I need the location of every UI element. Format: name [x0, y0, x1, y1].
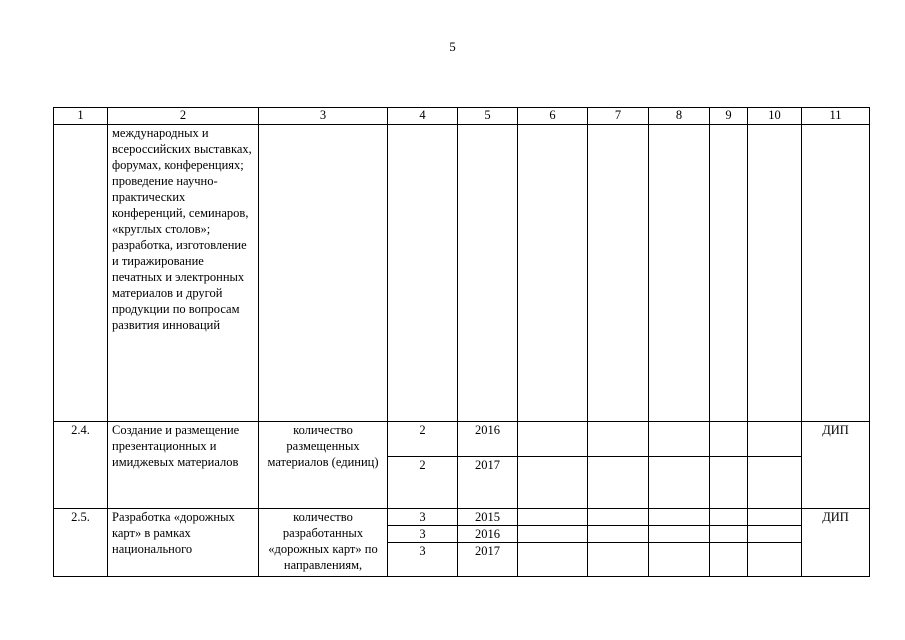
row-value: 2	[388, 457, 458, 509]
empty-cell	[710, 457, 748, 509]
empty-cell	[649, 526, 710, 543]
header-col-8: 8	[649, 108, 710, 125]
table-row-2-5	[54, 509, 870, 526]
row-year: 2017	[458, 543, 518, 577]
header-col-10: 10	[748, 108, 802, 125]
continued-executor-cell	[802, 125, 870, 422]
empty-cell	[748, 125, 802, 422]
page-number: 5	[449, 39, 456, 54]
empty-cell	[588, 125, 649, 422]
table-row-continued	[54, 125, 870, 422]
empty-cell	[518, 457, 588, 509]
empty-cell	[518, 526, 588, 543]
empty-cell	[649, 457, 710, 509]
empty-cell	[518, 422, 588, 457]
row-year: 2016	[458, 526, 518, 543]
empty-cell	[710, 509, 748, 526]
header-col-4: 4	[388, 108, 458, 125]
row-year: 2016	[458, 422, 518, 457]
empty-cell	[649, 543, 710, 577]
empty-cell	[748, 543, 802, 577]
empty-cell	[518, 509, 588, 526]
row-value: 3	[388, 509, 458, 526]
empty-cell	[588, 526, 649, 543]
empty-cell	[518, 125, 588, 422]
empty-cell	[748, 457, 802, 509]
row-value: 3	[388, 526, 458, 543]
header-col-6: 6	[518, 108, 588, 125]
header-col-1: 1	[54, 108, 108, 125]
row-indicator: количество размещенных материалов (единиц)	[259, 422, 388, 509]
table-row-2-4	[54, 422, 870, 457]
empty-cell	[710, 125, 748, 422]
header-col-2: 2	[108, 108, 259, 125]
empty-cell	[588, 509, 649, 526]
row-value: 3	[388, 543, 458, 577]
row-value: 2	[388, 422, 458, 457]
continued-number-cell	[54, 125, 108, 422]
program-table	[53, 107, 870, 577]
empty-cell	[518, 543, 588, 577]
row-year: 2015	[458, 509, 518, 526]
empty-cell	[748, 526, 802, 543]
header-row	[54, 108, 870, 125]
row-number: 2.5.	[54, 509, 108, 577]
row-executor: ДИП	[802, 422, 870, 509]
continued-value-cell	[388, 125, 458, 422]
empty-cell	[588, 543, 649, 577]
empty-cell	[649, 422, 710, 457]
header-col-9: 9	[710, 108, 748, 125]
continued-indicator-cell	[259, 125, 388, 422]
empty-cell	[710, 526, 748, 543]
empty-cell	[649, 125, 710, 422]
empty-cell	[588, 422, 649, 457]
empty-cell	[710, 543, 748, 577]
header-col-5: 5	[458, 108, 518, 125]
row-year: 2017	[458, 457, 518, 509]
row-name: Разработка «дорожных карт» в рамках национального	[108, 509, 259, 577]
header-col-7: 7	[588, 108, 649, 125]
empty-cell	[710, 422, 748, 457]
row-name: Создание и размещение презентационных и имиджевых материалов	[108, 422, 259, 509]
continued-name-cell: международных и всероссийских выставках, форумах, конференциях; проведение научно-практических конференций, семинаров, «круглых столов»; разработка, изготовление и тиражирование печатных и электронных материалов и другой продукции по вопросам развития инноваций	[108, 125, 259, 422]
empty-cell	[748, 422, 802, 457]
empty-cell	[748, 509, 802, 526]
row-number: 2.4.	[54, 422, 108, 509]
empty-cell	[588, 457, 649, 509]
row-indicator: количество разработанных «дорожных карт» по направлениям,	[259, 509, 388, 577]
header-col-3: 3	[259, 108, 388, 125]
row-executor: ДИП	[802, 509, 870, 577]
continued-year-cell	[458, 125, 518, 422]
empty-cell	[649, 509, 710, 526]
header-col-11: 11	[802, 108, 870, 125]
